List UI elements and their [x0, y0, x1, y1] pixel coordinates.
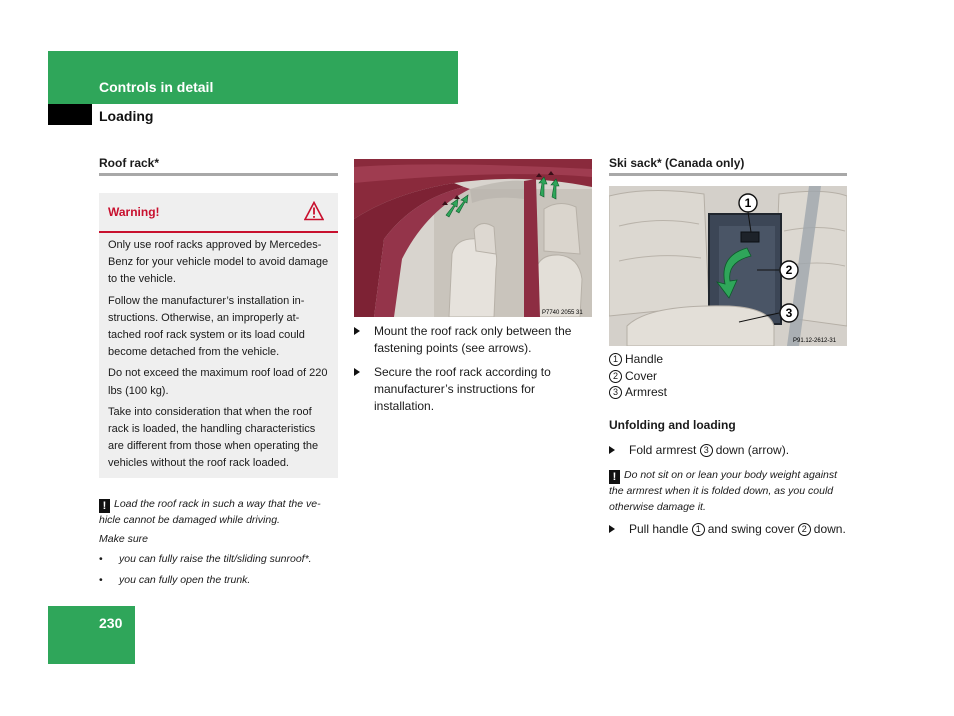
bullet-text: you can fully open the trunk. [119, 574, 251, 586]
legend-label: Cover [625, 368, 658, 383]
step-arrow-icon [354, 327, 360, 335]
inline-number: 1 [692, 523, 705, 536]
bullet-dot: • [99, 553, 103, 565]
roof-rack-note [99, 497, 341, 529]
legend-number: 3 [609, 386, 622, 399]
legend-number: 2 [609, 370, 622, 383]
header-bar [48, 51, 458, 104]
bullet-dot: • [99, 574, 103, 586]
legend-item [609, 368, 667, 385]
warning-triangle-icon [304, 201, 324, 221]
subsection-title: Loading [99, 108, 154, 124]
ski-sack-title: Ski sack* (Canada only) [609, 156, 745, 170]
inline-number: 3 [700, 444, 713, 457]
step-text: Secure the roof rack according to manufacturer’s instructions for installation. [374, 365, 551, 413]
exclamation-icon: ! [609, 470, 620, 484]
roof-rack-title: Roof rack* [99, 156, 160, 170]
legend-item [609, 384, 667, 401]
warning-paragraph: Do not exceed the maximum roof load of 220 lbs (100 kg). [108, 367, 328, 397]
warning-box [99, 193, 338, 478]
roof-note-text: Load the roof rack in such a way that the ve-hicle cannot be damaged while driving. [99, 498, 321, 526]
legend-number: 1 [609, 353, 622, 366]
callout-label: 3 [785, 306, 793, 320]
figure-code: P7740 2055 31 [542, 310, 583, 316]
exclamation-icon: ! [99, 499, 110, 513]
warning-divider [99, 231, 338, 233]
ski-note-text: Do not sit on or lean your body weight against the armrest when it is folded down, as you could otherwise damage it. [609, 469, 838, 513]
step-arrow-icon [609, 446, 615, 454]
legend-label: Armrest [625, 385, 667, 399]
figure-legend [609, 351, 667, 401]
step-text: Pull handle 1 and swing cover 2 down. [629, 522, 846, 536]
callout-label: 1 [744, 196, 752, 210]
bullet-item [99, 553, 339, 565]
warning-paragraph: Follow the manufacturer’s installation in-structions. Otherwise, an improperly at-tached roof rack system or its load could become detached from the vehicle. [108, 294, 305, 359]
section-marker [48, 104, 92, 125]
instruction-step [609, 521, 847, 538]
step-arrow-icon [609, 525, 615, 533]
instruction-step [609, 442, 847, 459]
make-sure-label: Make sure [99, 533, 149, 545]
warning-paragraph: Only use roof racks approved by Mercedes-Benz for your vehicle model to avoid damage to the vehicle. [108, 239, 329, 286]
roof-rack-figure [354, 159, 592, 317]
ski-sack-figure [609, 186, 847, 346]
instruction-step [354, 364, 592, 415]
unfolding-subtitle: Unfolding and loading [609, 418, 736, 432]
ski-sack-note [609, 468, 847, 515]
warning-body [108, 237, 330, 477]
legend-item [609, 351, 667, 368]
step-text: Mount the roof rack only between the fastening points (see arrows). [374, 324, 572, 355]
callout-label: 2 [785, 263, 793, 277]
step-text: Fold armrest 3 down (arrow). [629, 443, 790, 457]
inline-number: 2 [798, 523, 811, 536]
instruction-step [354, 323, 592, 357]
figure-code: P91.12-2612-31 [793, 338, 837, 344]
page-number: 230 [99, 615, 123, 631]
warning-label: Warning! [108, 205, 160, 219]
roof-rack-rule [99, 173, 338, 176]
callout-1 [739, 194, 757, 212]
section-title: Controls in detail [99, 79, 214, 95]
callout-2 [780, 261, 798, 279]
ski-sack-rule [609, 173, 847, 176]
warning-paragraph: Take into consideration that when the roof rack is loaded, the handling characteristics are different from those when operating the vehicles without the roof rack loaded. [108, 405, 319, 470]
legend-label: Handle [625, 352, 664, 366]
bullet-item [99, 574, 339, 586]
callout-3 [780, 304, 798, 322]
bullet-text: you can fully raise the tilt/sliding sunroof*. [119, 553, 312, 565]
step-arrow-icon [354, 368, 360, 376]
